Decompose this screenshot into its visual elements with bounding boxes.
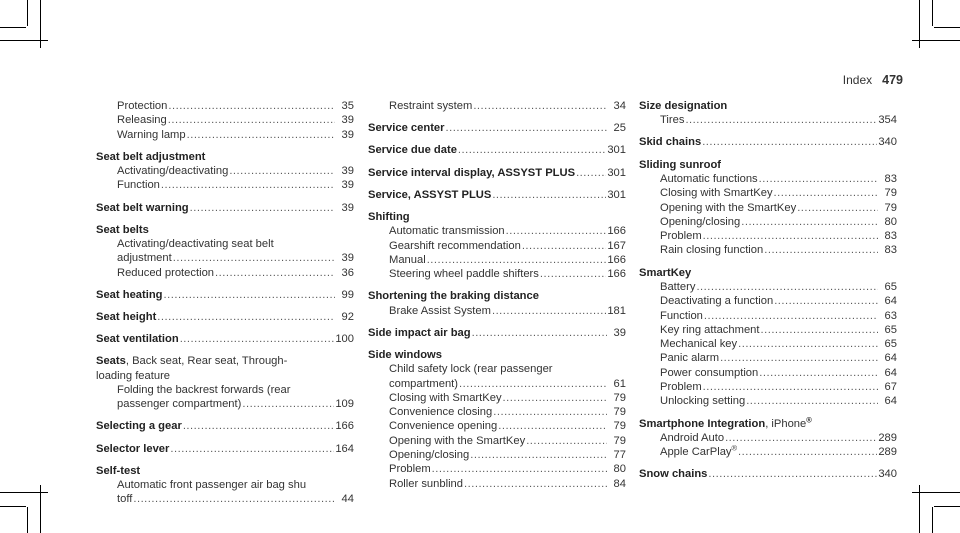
index-column-2 bbox=[368, 99, 626, 499]
entry-term-text: Side windows bbox=[368, 348, 442, 361]
page-reference: 39 bbox=[341, 165, 354, 178]
index-row bbox=[639, 113, 897, 127]
index-row bbox=[639, 215, 897, 229]
dot-leader bbox=[522, 239, 607, 253]
page-reference: 65 bbox=[884, 323, 897, 336]
page-reference: 36 bbox=[341, 266, 354, 279]
page-reference: 167 bbox=[607, 239, 626, 252]
crop-mark bbox=[40, 485, 41, 533]
page-reference: 65 bbox=[884, 280, 897, 293]
page-reference: 301 bbox=[607, 166, 626, 179]
page-reference: 25 bbox=[613, 122, 626, 135]
entry-subterm: Opening/closing bbox=[389, 449, 470, 462]
dot-leader bbox=[759, 366, 878, 380]
page-reference: 61 bbox=[613, 377, 626, 390]
entry-subterm: Restraint system bbox=[389, 100, 473, 112]
dot-leader bbox=[157, 310, 335, 324]
entry-subterm: Roller sunblind bbox=[389, 477, 464, 490]
index-row bbox=[368, 477, 626, 491]
index-entry bbox=[368, 326, 626, 340]
page-reference: 64 bbox=[884, 395, 897, 408]
entry-term: Snow chains bbox=[639, 468, 708, 481]
index-row bbox=[368, 188, 626, 202]
index-row bbox=[639, 172, 897, 186]
page-reference: 79 bbox=[613, 420, 626, 433]
page-reference: 79 bbox=[884, 187, 897, 200]
entry-subterm: Convenience closing bbox=[389, 406, 493, 419]
entry-subterm: Apple CarPlay® bbox=[660, 443, 738, 459]
dot-leader bbox=[503, 391, 607, 405]
page-reference: 34 bbox=[613, 100, 626, 112]
crop-mark bbox=[934, 506, 960, 507]
entry-subterm: Manual bbox=[389, 253, 426, 266]
index-row bbox=[639, 366, 897, 380]
dot-leader bbox=[741, 215, 878, 229]
index-row bbox=[368, 239, 626, 253]
page-reference: 77 bbox=[613, 449, 626, 462]
entry-term bbox=[639, 99, 897, 113]
entry-subterm: Rain closing function bbox=[660, 244, 764, 257]
dot-leader bbox=[498, 419, 607, 433]
index-row bbox=[368, 419, 626, 433]
dot-leader bbox=[720, 351, 878, 365]
entry-term bbox=[96, 464, 354, 478]
registered-mark: ® bbox=[806, 414, 812, 424]
index-row bbox=[96, 251, 354, 265]
index-row bbox=[368, 143, 626, 157]
page-reference: 64 bbox=[884, 366, 897, 379]
page-reference: 166 bbox=[607, 268, 626, 281]
crop-mark bbox=[0, 506, 26, 507]
entry-term-text: Seat belts bbox=[96, 223, 149, 236]
index-row bbox=[639, 309, 897, 323]
entry-subterm: Folding the backrest forwards (rear bbox=[117, 383, 291, 396]
index-entry bbox=[368, 166, 626, 180]
index-row bbox=[96, 397, 354, 411]
dot-leader bbox=[702, 135, 877, 149]
page-reference: 100 bbox=[335, 333, 354, 346]
entry-term: Seat ventilation bbox=[96, 333, 179, 346]
index-row bbox=[368, 326, 626, 340]
page-reference: 99 bbox=[341, 288, 354, 301]
entry-term bbox=[96, 223, 354, 237]
page-reference: 64 bbox=[884, 295, 897, 308]
page-reference: 166 bbox=[607, 253, 626, 266]
entry-subterm: Closing with SmartKey bbox=[389, 391, 502, 404]
dot-leader bbox=[746, 394, 878, 408]
dot-leader bbox=[446, 121, 608, 135]
index-row bbox=[639, 135, 897, 149]
dot-leader bbox=[526, 434, 607, 448]
entry-subterm: Problem bbox=[389, 463, 431, 476]
index-row bbox=[96, 178, 354, 192]
dot-leader bbox=[576, 166, 606, 180]
dot-leader bbox=[458, 143, 606, 157]
index-row bbox=[96, 164, 354, 178]
crop-mark bbox=[0, 27, 26, 28]
page-number: 479 bbox=[882, 73, 903, 87]
dot-leader bbox=[472, 326, 607, 340]
page-reference: 340 bbox=[878, 468, 897, 481]
index-row bbox=[96, 266, 354, 280]
entry-term: Seat height bbox=[96, 311, 157, 324]
dot-leader bbox=[229, 164, 335, 178]
entry-term-text: Size designation bbox=[639, 100, 728, 112]
index-row bbox=[368, 253, 626, 267]
dot-leader bbox=[183, 419, 335, 433]
index-row bbox=[368, 166, 626, 180]
index-row bbox=[368, 462, 626, 476]
entry-term: Service, ASSYST PLUS bbox=[368, 188, 492, 201]
dot-leader bbox=[432, 462, 607, 476]
page-reference: 80 bbox=[613, 463, 626, 476]
index-entry bbox=[368, 188, 626, 202]
entry-term: Seat belt warning bbox=[96, 201, 189, 214]
entry-term: Seat heating bbox=[96, 288, 163, 301]
index-entry bbox=[639, 158, 897, 258]
index-row bbox=[96, 128, 354, 142]
dot-leader bbox=[215, 266, 335, 280]
index-entry bbox=[96, 310, 354, 324]
index-row bbox=[96, 492, 354, 506]
index-entry bbox=[368, 289, 626, 318]
page-reference: 39 bbox=[613, 326, 626, 339]
index-row bbox=[639, 201, 897, 215]
entry-term: Selector lever bbox=[96, 442, 170, 455]
dot-leader bbox=[708, 467, 877, 481]
entry-term-text: Sliding sunroof bbox=[639, 158, 722, 171]
entry-subterm: Protection bbox=[117, 100, 168, 112]
entry-term-text: Smartphone Integration bbox=[639, 417, 766, 430]
page-reference: 92 bbox=[341, 311, 354, 324]
registered-mark: ® bbox=[731, 443, 738, 453]
index-row bbox=[368, 391, 626, 405]
dot-leader bbox=[473, 99, 607, 113]
dot-leader bbox=[774, 186, 878, 200]
dot-leader bbox=[164, 288, 335, 302]
page-header bbox=[843, 73, 903, 87]
page-reference: 301 bbox=[607, 188, 626, 201]
index-row bbox=[639, 337, 897, 351]
page-reference: 79 bbox=[613, 391, 626, 404]
page-reference: 39 bbox=[341, 114, 354, 127]
page-reference: 65 bbox=[884, 338, 897, 351]
index-column-3 bbox=[639, 99, 897, 489]
dot-leader bbox=[170, 442, 334, 456]
entry-subterm: Reduced protection bbox=[117, 266, 215, 279]
page-reference: 44 bbox=[341, 493, 354, 506]
entry-subterm: Warning lamp bbox=[117, 128, 186, 141]
entry-subterm: Function bbox=[117, 179, 160, 192]
page-reference: 166 bbox=[607, 225, 626, 238]
page-reference: 109 bbox=[335, 398, 354, 411]
page-reference: 39 bbox=[341, 128, 354, 141]
page-reference: 83 bbox=[884, 244, 897, 257]
dot-leader bbox=[685, 113, 877, 127]
index-entry bbox=[639, 467, 897, 481]
page-reference: 84 bbox=[613, 477, 626, 490]
entry-term-text: Shortening the braking distance bbox=[368, 290, 539, 303]
index-row bbox=[96, 288, 354, 302]
entry-subterm: Tires bbox=[660, 114, 685, 127]
entry-subterm: Convenience opening bbox=[389, 420, 498, 433]
dot-leader bbox=[161, 178, 335, 192]
dot-leader bbox=[764, 243, 878, 257]
index-row bbox=[639, 229, 897, 243]
page-reference: 79 bbox=[613, 406, 626, 419]
entry-subterm: Function bbox=[660, 309, 703, 322]
dot-leader bbox=[696, 280, 878, 294]
index-row bbox=[96, 99, 354, 113]
index-entry bbox=[639, 414, 897, 460]
dot-leader bbox=[470, 448, 607, 462]
dot-leader bbox=[703, 380, 878, 394]
page-reference: 39 bbox=[341, 179, 354, 192]
crop-mark bbox=[27, 0, 28, 26]
page-reference: 80 bbox=[884, 215, 897, 228]
dot-leader bbox=[492, 188, 606, 202]
index-row bbox=[639, 243, 897, 257]
crop-mark bbox=[932, 507, 933, 533]
index-entry bbox=[368, 121, 626, 135]
entry-subterm: Activating/deactivating bbox=[117, 165, 229, 178]
index-row bbox=[368, 224, 626, 238]
index-row bbox=[639, 445, 897, 459]
entry-subterm: Mechanical key bbox=[660, 338, 738, 351]
index-row bbox=[639, 186, 897, 200]
dot-leader bbox=[704, 309, 878, 323]
entry-subterm: Opening/closing bbox=[660, 215, 741, 228]
dot-leader bbox=[493, 405, 607, 419]
index-row bbox=[639, 380, 897, 394]
entry-term: Service center bbox=[368, 122, 445, 135]
entry-term: Side impact air bag bbox=[368, 326, 471, 339]
page-reference: 83 bbox=[884, 172, 897, 185]
entry-subterm: Unlocking setting bbox=[660, 395, 746, 408]
entry-term bbox=[96, 150, 354, 164]
index-row bbox=[368, 121, 626, 135]
entry-subterm: passenger compartment) bbox=[117, 398, 242, 411]
page-reference: 64 bbox=[884, 352, 897, 365]
index-row bbox=[368, 405, 626, 419]
entry-subterm: Activating/deactivating seat belt bbox=[117, 238, 274, 251]
index-column-1 bbox=[96, 99, 354, 515]
dot-leader bbox=[180, 332, 335, 346]
dot-leader bbox=[427, 253, 607, 267]
dot-leader bbox=[190, 201, 335, 215]
entry-term bbox=[96, 354, 354, 368]
entry-term bbox=[639, 266, 897, 280]
dot-leader bbox=[797, 201, 878, 215]
crop-mark bbox=[919, 485, 920, 533]
entry-term bbox=[639, 414, 897, 431]
index-row bbox=[639, 280, 897, 294]
index-row bbox=[368, 267, 626, 281]
entry-subterm: Steering wheel paddle shifters bbox=[389, 268, 539, 281]
index-row bbox=[639, 431, 897, 445]
entry-subterm: Closing with SmartKey bbox=[660, 187, 773, 200]
index-entry bbox=[368, 348, 626, 491]
entry-subterm: Gearshift recommendation bbox=[389, 239, 521, 252]
entry-term-text: Seat belt adjustment bbox=[96, 150, 206, 163]
entry-term bbox=[639, 158, 897, 172]
page-reference: 289 bbox=[878, 446, 897, 459]
index-entry bbox=[96, 201, 354, 215]
index-row bbox=[96, 332, 354, 346]
index-row bbox=[368, 448, 626, 462]
page-reference: 289 bbox=[878, 431, 897, 444]
entry-subterm: Android Auto bbox=[660, 431, 725, 444]
entry-subterm: Releasing bbox=[117, 114, 167, 127]
index-row bbox=[639, 394, 897, 408]
dot-leader bbox=[703, 229, 878, 243]
entry-term bbox=[368, 210, 626, 224]
index-entry bbox=[368, 210, 626, 281]
index-entry bbox=[96, 288, 354, 302]
page-reference: 79 bbox=[884, 201, 897, 214]
dot-leader bbox=[492, 304, 606, 318]
entry-subterm: Opening with the SmartKey bbox=[660, 201, 797, 214]
entry-term: Service due date bbox=[368, 144, 457, 157]
dot-leader bbox=[173, 251, 335, 265]
dot-leader bbox=[459, 377, 607, 391]
entry-subterm: Child safety lock (rear passenger bbox=[389, 363, 553, 376]
entry-term bbox=[368, 289, 626, 303]
index-entry bbox=[96, 442, 354, 456]
entry-subterm: Automatic front passenger air bag shu bbox=[117, 479, 307, 492]
page-reference: 39 bbox=[341, 201, 354, 214]
entry-term-text: SmartKey bbox=[639, 266, 692, 279]
entry-subterm: Deactivating a function bbox=[660, 295, 774, 308]
page-reference: 63 bbox=[884, 309, 897, 322]
dot-leader bbox=[168, 113, 335, 127]
crop-mark bbox=[919, 0, 920, 48]
crop-mark bbox=[40, 0, 41, 48]
dot-leader bbox=[540, 267, 606, 281]
page-reference: 79 bbox=[613, 434, 626, 447]
dot-leader bbox=[725, 431, 877, 445]
page-reference: 35 bbox=[341, 100, 354, 112]
dot-leader bbox=[774, 294, 878, 308]
page-reference: 83 bbox=[884, 230, 897, 243]
entry-term-continued: loading feature bbox=[96, 369, 171, 382]
entry-subterm: Brake Assist System bbox=[389, 304, 491, 317]
entry-subterm: Problem bbox=[660, 381, 702, 394]
index-entry bbox=[639, 266, 897, 409]
crop-mark bbox=[934, 27, 960, 28]
entry-term: Selecting a gear bbox=[96, 420, 182, 433]
entry-subterm: Panic alarm bbox=[660, 352, 720, 365]
entry-subterm: Automatic functions bbox=[660, 172, 758, 185]
index-entry bbox=[96, 464, 354, 507]
crop-mark bbox=[932, 0, 933, 26]
index-entry bbox=[96, 332, 354, 346]
section-title: Index bbox=[842, 73, 873, 87]
entry-term: Skid chains bbox=[639, 136, 702, 149]
page-reference: 354 bbox=[878, 114, 897, 127]
entry-term-rest: , Back seat, Rear seat, Through- bbox=[125, 355, 288, 368]
index-entry bbox=[96, 223, 354, 280]
index-row bbox=[639, 294, 897, 308]
index-row bbox=[96, 310, 354, 324]
dot-leader bbox=[759, 172, 878, 186]
dot-leader bbox=[168, 99, 335, 113]
dot-leader bbox=[242, 397, 334, 411]
index-entry bbox=[96, 99, 354, 142]
index-row bbox=[368, 377, 626, 391]
entry-subterm: Problem bbox=[660, 230, 702, 243]
page-reference: 67 bbox=[884, 381, 897, 394]
index-row bbox=[639, 323, 897, 337]
entry-term-text: Self-test bbox=[96, 464, 141, 477]
page-reference: 181 bbox=[607, 304, 626, 317]
index-entry bbox=[96, 150, 354, 193]
entry-subterm: adjustment bbox=[117, 252, 172, 265]
index-row bbox=[639, 467, 897, 481]
page-reference: 39 bbox=[341, 252, 354, 265]
index-row bbox=[96, 442, 354, 456]
entry-subterm: Battery bbox=[660, 280, 696, 293]
page-reference: 164 bbox=[335, 442, 354, 455]
index-row bbox=[96, 113, 354, 127]
index-entry bbox=[368, 99, 626, 113]
entry-term: Service interval display, ASSYST PLUS bbox=[368, 166, 576, 179]
index-row bbox=[639, 351, 897, 365]
entry-term-rest: , iPhone bbox=[765, 417, 807, 430]
crop-mark bbox=[27, 507, 28, 533]
dot-leader bbox=[133, 492, 335, 506]
dot-leader bbox=[187, 128, 335, 142]
dot-leader bbox=[738, 337, 878, 351]
index-entry bbox=[639, 99, 897, 128]
entry-subterm: Key ring attachment bbox=[660, 323, 760, 336]
entry-subterm: compartment) bbox=[389, 377, 459, 390]
index-row bbox=[368, 99, 626, 113]
entry-subterm: Opening with the SmartKey bbox=[389, 434, 526, 447]
page-reference: 301 bbox=[607, 144, 626, 157]
index-entry bbox=[96, 354, 354, 411]
entry-term-text: Shifting bbox=[368, 210, 410, 223]
entry-term-text: Seats bbox=[96, 355, 126, 368]
page-reference: 340 bbox=[878, 136, 897, 149]
dot-leader bbox=[464, 477, 607, 491]
entry-subterm: Power consumption bbox=[660, 366, 759, 379]
index-row bbox=[96, 201, 354, 215]
index-entry bbox=[639, 135, 897, 149]
index-entry bbox=[96, 419, 354, 433]
index-row bbox=[368, 304, 626, 318]
entry-subterm: Automatic transmission bbox=[389, 225, 505, 238]
index-row bbox=[96, 419, 354, 433]
entry-term bbox=[368, 348, 626, 362]
dot-leader bbox=[761, 323, 879, 337]
index-entry bbox=[368, 143, 626, 157]
dot-leader bbox=[738, 445, 877, 459]
entry-subterm: toff bbox=[117, 493, 133, 506]
page-reference: 166 bbox=[335, 420, 354, 433]
index-row bbox=[368, 434, 626, 448]
dot-leader bbox=[506, 224, 607, 238]
